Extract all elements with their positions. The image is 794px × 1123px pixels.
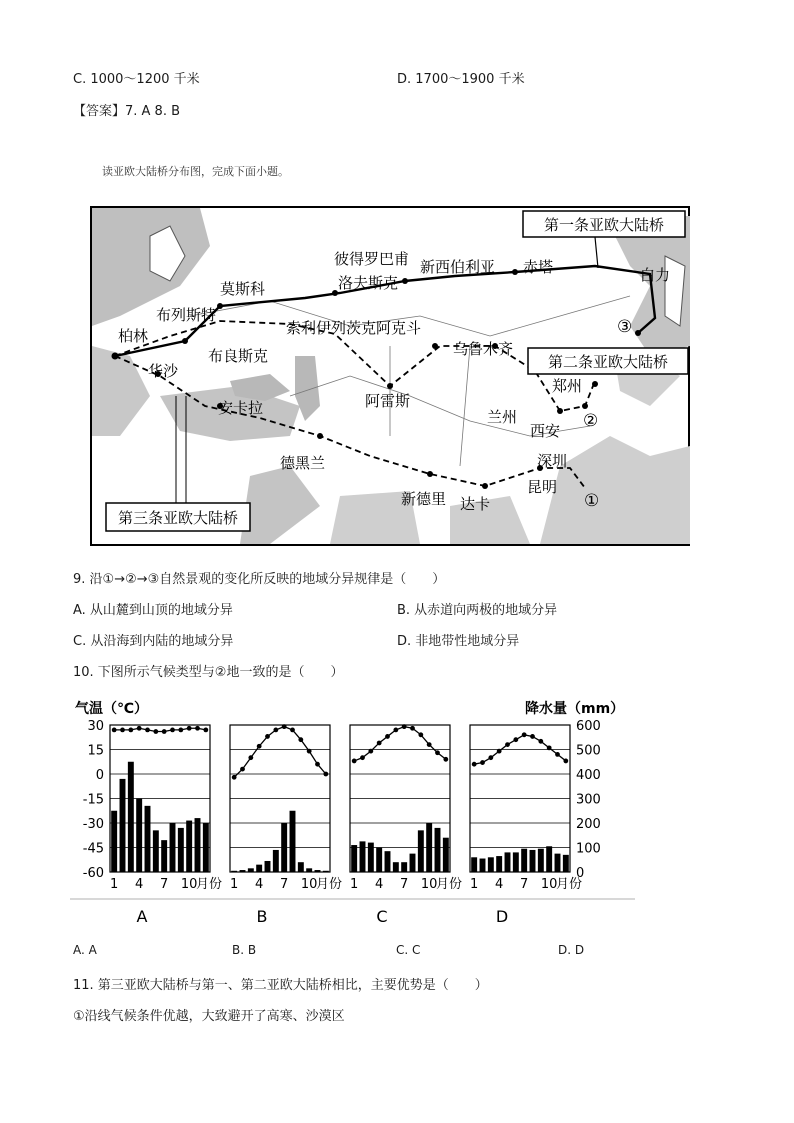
precip-bar-D [521, 849, 527, 872]
precip-bar-A [203, 823, 209, 872]
label-ankara: 安卡拉 [218, 399, 264, 417]
temp-point-A [137, 726, 142, 731]
temp-point-C [443, 757, 448, 762]
temp-point-D [488, 755, 493, 760]
temp-point-B [248, 755, 253, 760]
intro-text: 读亚欧大陆桥分布图，完成下面小题。 [102, 165, 289, 178]
month-tick: 7 [520, 877, 529, 892]
month-tick: 7 [280, 877, 289, 892]
precip-bar-C [435, 828, 441, 872]
temp-point-A [170, 728, 175, 733]
precip-bar-C [443, 838, 449, 872]
q9-option-c: C. 从沿海到内陆的地域分异 [73, 634, 234, 649]
precip-bar-A [178, 828, 184, 872]
precip-bar-B [281, 823, 287, 872]
precip-tick-label: 600 [576, 719, 601, 734]
precip-bar-B [306, 868, 312, 872]
label-solikamsk: 索利伊列茨克阿克斗 [286, 319, 422, 337]
q11-stem: 11. 第三亚欧大陆桥与第一、第二亚欧大陆桥相比，主要优势是（ ） [73, 978, 488, 993]
q10-option-a: A. A [73, 943, 97, 957]
temp-tick-label: 0 [95, 768, 104, 783]
precip-tick-label: 300 [576, 792, 601, 808]
temp-point-A [153, 729, 158, 734]
precip-bar-B [248, 868, 254, 872]
temp-point-C [427, 742, 432, 747]
q9-option-a: A. 从山麓到山顶的地域分异 [73, 603, 233, 618]
dhaka-dot [482, 483, 488, 489]
q10-stem: 10. 下图所示气候类型与②地一致的是（ ） [73, 665, 344, 680]
month-suffix: 月份 [196, 877, 223, 892]
zhengzhou-dot [592, 381, 598, 387]
q9-option-d: D. 非地带性地域分异 [397, 634, 520, 649]
month-tick: 10 [300, 877, 318, 892]
month-tick: 1 [470, 877, 479, 892]
precip-bar-B [315, 870, 321, 872]
precip-bar-A [145, 806, 151, 872]
precip-bar-D [505, 852, 511, 872]
temp-point-B [273, 728, 278, 733]
baili-dot [635, 330, 641, 336]
temp-tick-label: -60 [82, 866, 104, 881]
temp-point-D [480, 760, 485, 765]
panel-label-C: C [376, 907, 388, 926]
temp-point-B [257, 744, 262, 749]
temp-point-D [538, 739, 543, 744]
temp-point-B [315, 762, 320, 767]
month-suffix: 月份 [436, 877, 463, 892]
temp-point-D [497, 749, 502, 754]
temp-point-B [265, 734, 270, 739]
precip-bar-B [323, 871, 329, 872]
label-ashgabat: 阿雷斯 [365, 392, 411, 410]
q10-option-c: C. C [396, 943, 421, 957]
q9-stem: 9. 沿①→②→③自然景观的变化所反映的地域分异规律是（ ） [73, 572, 446, 587]
label-lanzhou: 兰州 [487, 408, 518, 426]
temp-point-C [393, 728, 398, 733]
climate-charts [70, 695, 650, 935]
temp-point-D [547, 745, 552, 750]
bridge2-label: 第二条亚欧大陆桥 [547, 353, 669, 371]
precip-bar-C [385, 851, 391, 872]
precip-tick-label: 0 [576, 866, 585, 881]
precip-bar-A [153, 830, 159, 872]
precip-bar-A [161, 840, 167, 872]
temp-point-A [128, 728, 133, 733]
temp-point-C [377, 741, 382, 746]
precip-bar-A [136, 799, 142, 873]
label-xian: 西安 [530, 422, 561, 440]
label-brest: 布列斯特 [156, 306, 217, 324]
eurasia-land-bridge-map [90, 206, 690, 546]
precip-bar-B [273, 850, 279, 872]
temp-point-B [307, 749, 312, 754]
precip-bar-D [496, 856, 502, 872]
temp-point-D [505, 742, 510, 747]
precip-bar-A [170, 823, 176, 872]
answer-line: 【答案】7. A 8. B [73, 104, 181, 119]
precip-bar-A [111, 811, 117, 872]
precip-bar-C [410, 854, 416, 872]
bridge1-label: 第一条亚欧大陆桥 [543, 216, 665, 234]
label-bryansk: 布良斯克 [208, 347, 269, 365]
temp-point-C [402, 724, 407, 729]
label-tehran: 德黑兰 [280, 454, 326, 472]
month-tick: 7 [400, 877, 409, 892]
solikamsk-dot [432, 343, 438, 349]
temp-point-C [435, 750, 440, 755]
moscow-dot [217, 303, 223, 309]
precip-tick-label: 100 [576, 841, 601, 857]
precip-bar-B [290, 811, 296, 872]
precip-axis-title: 降水量（mm） [525, 701, 625, 717]
precip-bar-C [351, 845, 357, 872]
month-suffix: 月份 [556, 877, 583, 892]
temp-point-A [145, 728, 150, 733]
label-n1: ① [584, 491, 600, 511]
panel-label-B: B [256, 907, 268, 926]
xian-dot [582, 403, 588, 409]
berlin-dot [112, 353, 119, 360]
label-shenzhen: 深圳 [537, 452, 568, 470]
precip-bar-C [426, 823, 432, 872]
month-tick: 1 [350, 877, 359, 892]
chita-dot [512, 269, 518, 275]
temp-point-C [410, 726, 415, 731]
q9-option-b: B. 从赤道向两极的地域分异 [397, 603, 558, 618]
month-tick: 4 [495, 877, 504, 892]
precip-bar-A [186, 821, 192, 872]
label-berlin: 柏林 [118, 327, 149, 345]
temp-point-B [323, 772, 328, 777]
temp-point-C [418, 732, 423, 737]
option-c: C. 1000～1200 千米 [73, 72, 200, 87]
panel-label-A: A [136, 907, 148, 926]
temp-point-D [522, 732, 527, 737]
label-novo: 新西伯利亚 [420, 258, 496, 276]
precip-bar-B [231, 871, 237, 872]
temp-point-A [112, 728, 117, 733]
precip-bar-C [368, 843, 374, 872]
temp-point-A [178, 728, 183, 733]
precip-bar-B [265, 861, 271, 872]
precip-bar-C [376, 848, 382, 873]
temp-tick-label: 15 [87, 743, 104, 759]
label-warsaw: 华沙 [148, 362, 179, 380]
temp-point-A [162, 729, 167, 734]
precip-bar-B [240, 870, 246, 872]
precip-tick-label: 500 [576, 743, 601, 759]
label-n3: ③ [617, 317, 633, 337]
temp-tick-label: -45 [82, 841, 104, 857]
label-urumqi: 乌鲁木齐 [453, 340, 514, 358]
label-kunming: 昆明 [527, 478, 558, 496]
novo-dot [402, 278, 408, 284]
label-baili: 白力 [640, 266, 671, 284]
precip-tick-label: 400 [576, 768, 601, 783]
month-suffix: 月份 [316, 877, 343, 892]
precip-bar-C [401, 862, 407, 872]
temp-point-D [555, 752, 560, 757]
precip-bar-D [488, 857, 494, 872]
month-tick: 10 [180, 877, 198, 892]
temp-point-A [195, 726, 200, 731]
lanzhou-dot [557, 408, 563, 414]
precip-bar-D [471, 857, 477, 872]
temp-point-C [368, 749, 373, 754]
newdelhi-dot [427, 471, 433, 477]
month-tick: 7 [160, 877, 169, 892]
precip-tick-label: 200 [576, 817, 601, 832]
temp-tick-label: 30 [87, 719, 104, 734]
precip-bar-A [195, 818, 201, 872]
precip-bar-D [480, 859, 486, 872]
precip-bar-B [256, 865, 262, 872]
temp-point-C [385, 734, 390, 739]
bridge3-label: 第三条亚欧大陆桥 [117, 509, 239, 527]
temp-point-D [513, 737, 518, 742]
month-tick: 10 [540, 877, 558, 892]
label-petro2: 洛夫斯克 [338, 274, 399, 292]
temp-point-B [290, 728, 295, 733]
temp-point-D [472, 762, 477, 767]
temp-point-A [120, 728, 125, 733]
precip-bar-D [513, 852, 519, 872]
label-dhaka: 达卡 [460, 495, 491, 513]
month-tick: 1 [110, 877, 119, 892]
label-newdelhi: 新德里 [401, 490, 447, 508]
precip-bar-C [393, 862, 399, 872]
temp-point-D [563, 759, 568, 764]
precip-bar-D [538, 849, 544, 872]
precip-bar-D [530, 850, 536, 872]
precip-bar-A [128, 762, 134, 872]
temp-point-C [360, 755, 365, 760]
brest-dot [182, 338, 188, 344]
temp-point-C [352, 759, 357, 764]
temp-point-B [240, 767, 245, 772]
month-tick: 4 [135, 877, 144, 892]
month-tick: 4 [375, 877, 384, 892]
panel-label-D: D [495, 907, 509, 926]
temp-axis-title: 气温（℃） [75, 701, 148, 717]
precip-bar-D [563, 855, 569, 872]
tehran-dot [317, 433, 323, 439]
ashgabat-dot [387, 383, 393, 389]
label-n2: ② [583, 411, 599, 431]
label-zhengzhou: 郑州 [552, 377, 583, 395]
precip-bar-D [546, 846, 552, 872]
temp-point-B [282, 724, 287, 729]
precip-bar-B [298, 862, 304, 872]
precip-bar-A [120, 779, 126, 872]
precip-bar-C [418, 830, 424, 872]
q10-option-d: D. D [558, 943, 585, 957]
temp-point-B [232, 775, 237, 780]
temp-tick-label: -15 [82, 792, 104, 808]
q10-option-b: B. B [232, 943, 257, 957]
q11-statement-1: ①沿线气候条件优越，大致避开了高寒、沙漠区 [73, 1009, 345, 1024]
label-petro1: 彼得罗巴甫 [334, 250, 410, 268]
temp-tick-label: -30 [82, 817, 104, 832]
temp-point-B [298, 737, 303, 742]
month-tick: 10 [420, 877, 438, 892]
option-d: D. 1700～1900 千米 [397, 72, 525, 87]
precip-bar-D [555, 854, 561, 872]
precip-bar-C [360, 841, 366, 872]
month-tick: 1 [230, 877, 239, 892]
temp-point-D [530, 734, 535, 739]
label-moscow: 莫斯科 [220, 280, 266, 298]
temp-point-A [187, 726, 192, 731]
month-tick: 4 [255, 877, 264, 892]
label-chita: 赤塔 [523, 258, 554, 276]
temp-point-A [203, 728, 208, 733]
